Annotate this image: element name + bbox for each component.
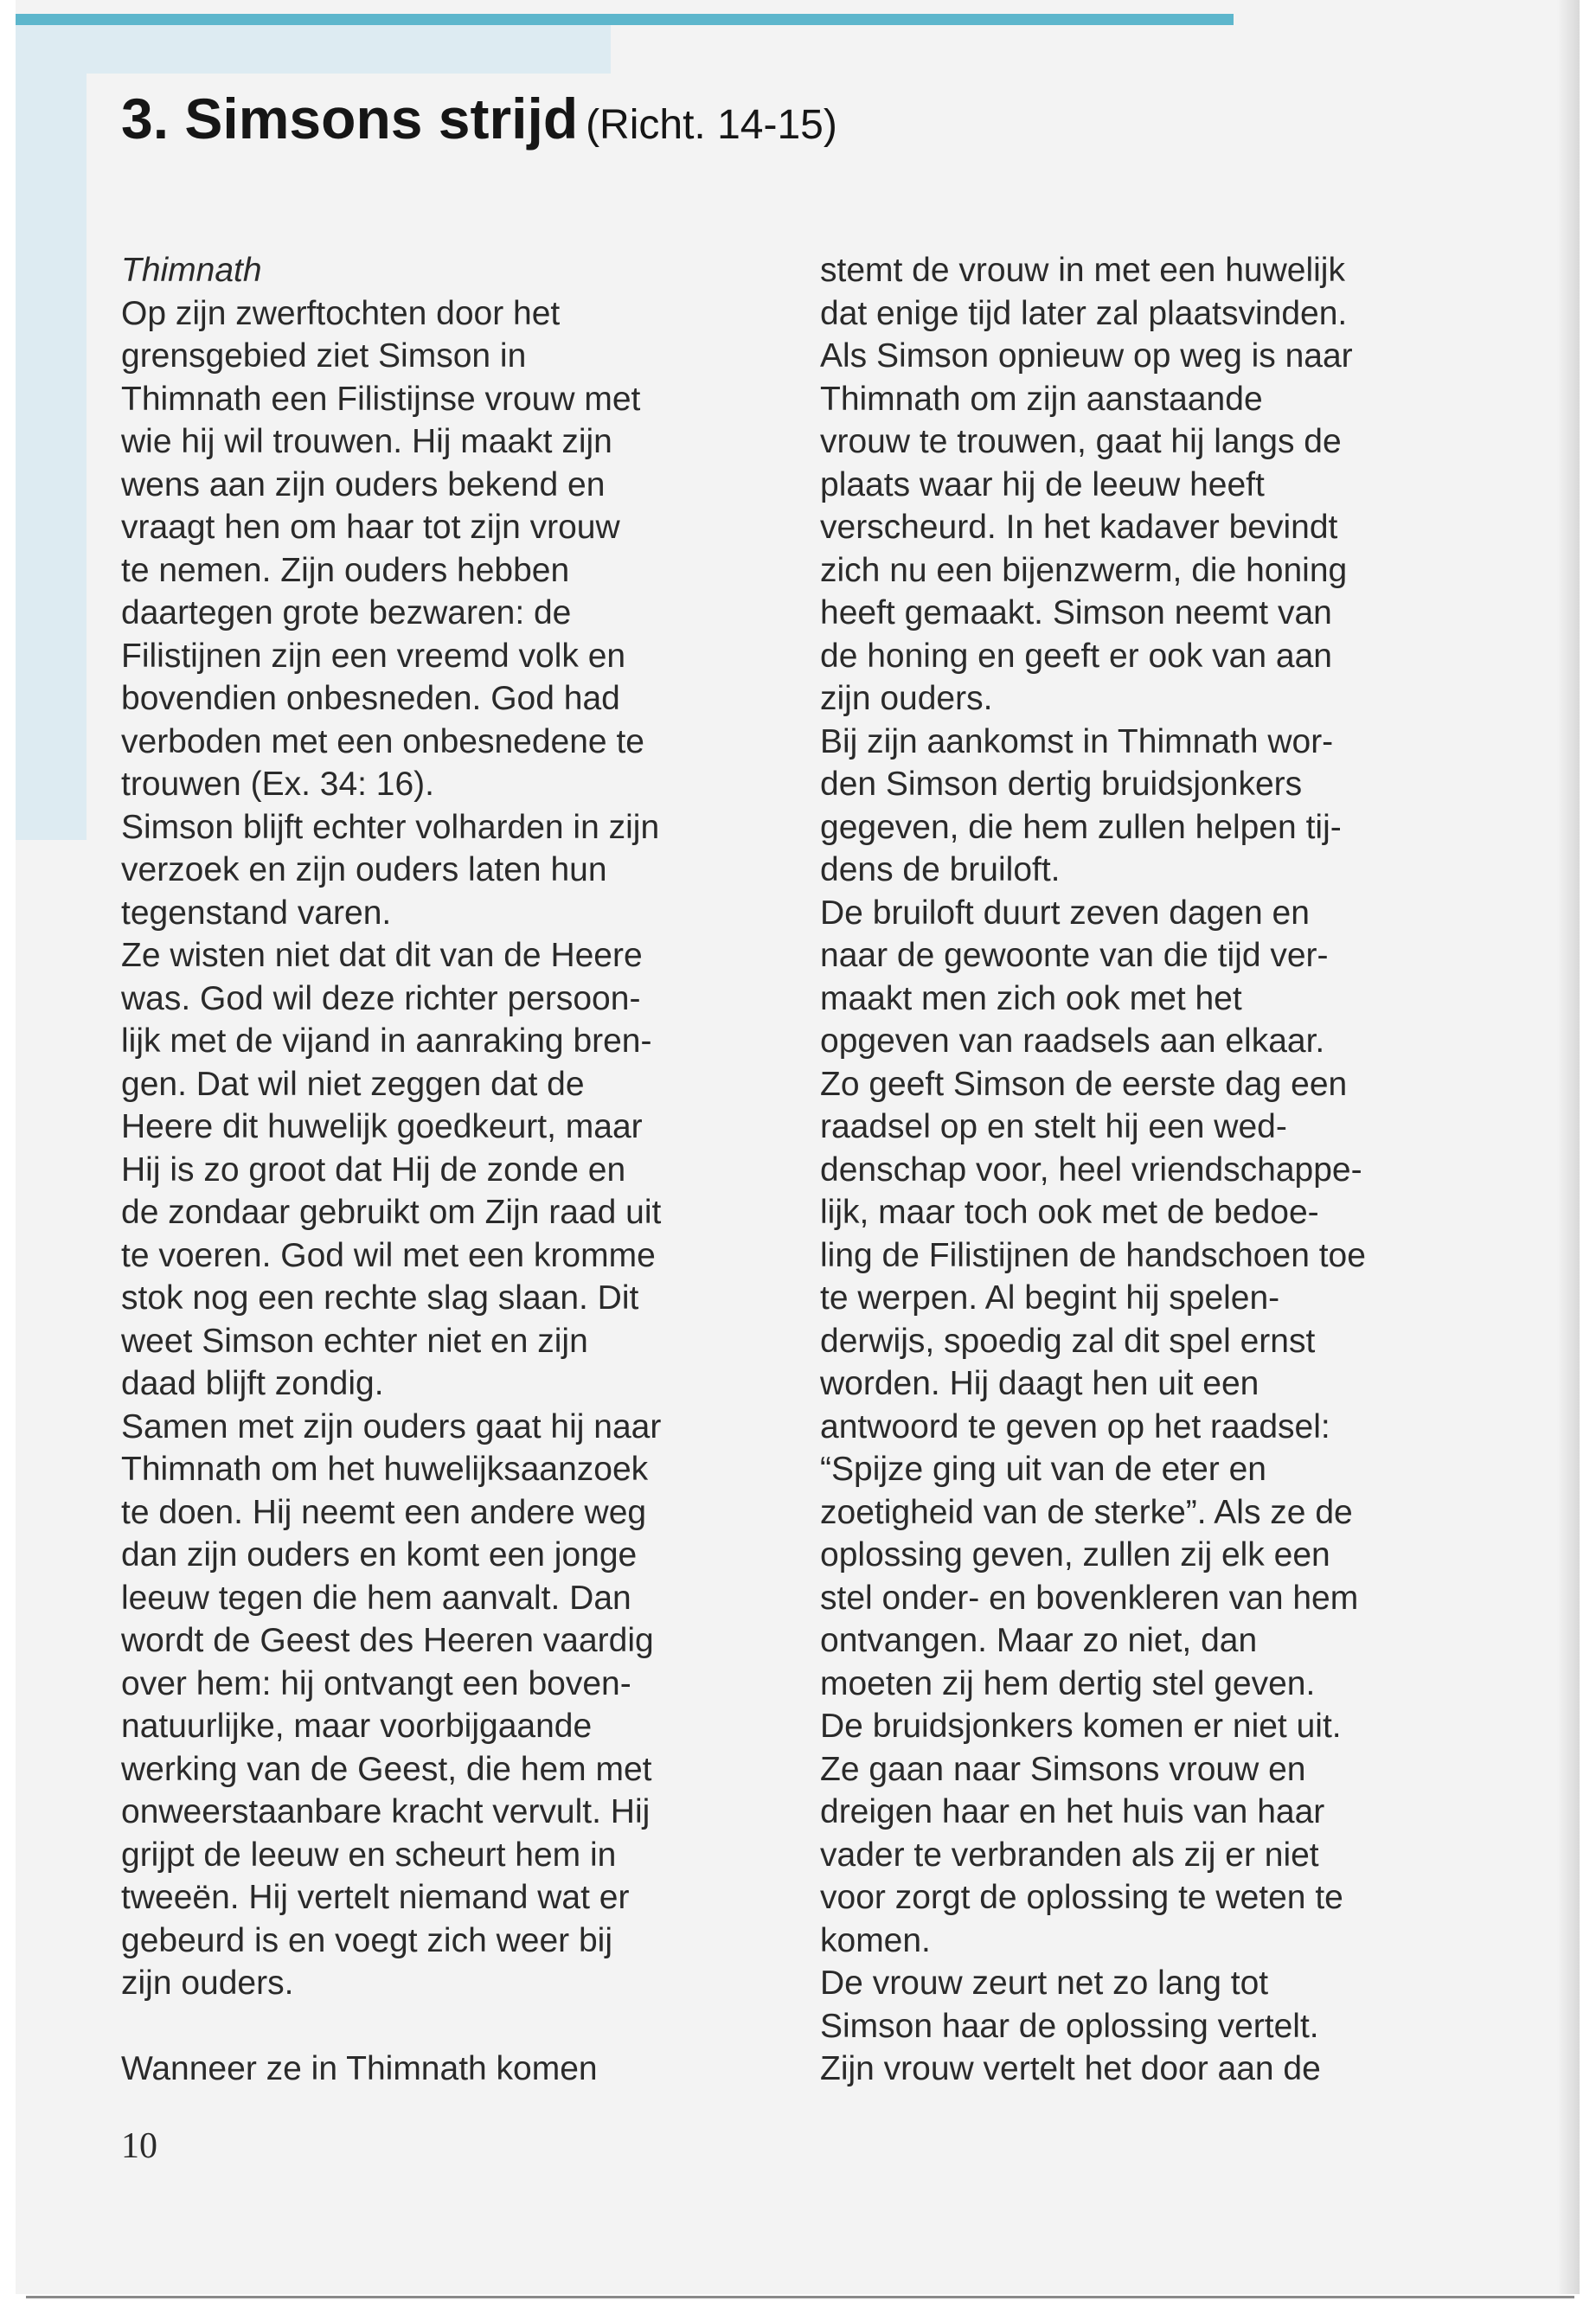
text-line: de zondaar gebruikt om Zijn raad uit — [121, 1194, 662, 1231]
text-line: stel onder- en bovenkleren van hem — [820, 1579, 1359, 1617]
top-accent-rule — [16, 14, 1234, 25]
page-title — [121, 87, 837, 151]
text-line: lijk, maar toch ook met de bedoe- — [820, 1194, 1319, 1231]
text-line: Samen met zijn ouders gaat hij naar — [121, 1407, 662, 1445]
text-line: Thimnath om het huwelijksaanzoek — [121, 1451, 649, 1488]
text-line: De bruidsjonkers komen er niet uit. — [820, 1708, 1342, 1745]
left-column-lines — [121, 292, 779, 2005]
text-line: Simson blijft echter volharden in zijn — [121, 808, 660, 846]
text-line: heeft gemaakt. Simson neemt van — [820, 594, 1332, 631]
text-line: maakt men zich ook met het — [820, 979, 1242, 1017]
text-line: grijpt de leeuw en scheurt hem in — [121, 1836, 617, 1874]
text-line: Zijn vrouw vertelt het door aan de — [820, 2050, 1321, 2087]
text-line: antwoord te geven op het raadsel: — [820, 1407, 1330, 1445]
text-line: lijk met de vijand in aanraking bren- — [121, 1022, 652, 1060]
text-line: tegenstand varen. — [121, 894, 392, 932]
right-column — [820, 249, 1477, 2091]
text-line: Ze gaan naar Simsons vrouw en — [820, 1750, 1306, 1788]
text-line: gebeurd is en voegt zich weer bij — [121, 1921, 612, 1959]
text-line: stok nog een rechte slag slaan. Dit — [121, 1279, 639, 1317]
text-line: wordt de Geest des Heeren vaardig — [121, 1622, 654, 1659]
text-line: vrouw te trouwen, gaat hij langs de — [820, 423, 1342, 460]
text-line: gegeven, die hem zullen helpen tij- — [820, 808, 1342, 846]
text-line: onweerstaanbare kracht vervult. Hij — [121, 1793, 651, 1830]
text-line: oplossing geven, zullen zij elk een — [820, 1536, 1330, 1574]
text-line: wens aan zijn ouders bekend en — [121, 465, 606, 503]
text-line: te voeren. God wil met een kromme — [121, 1236, 656, 1274]
text-line: Bij zijn aankomst in Thimnath wor- — [820, 722, 1334, 760]
page-edge-shadow — [1557, 0, 1580, 2294]
text-line: vraagt hen om haar tot zijn vrouw — [121, 509, 620, 546]
text-line: Simson haar de oplossing vertelt. — [820, 2007, 1319, 2045]
text-line: Thimnath om zijn aanstaande — [820, 380, 1263, 418]
text-line: Als Simson opnieuw op weg is naar — [820, 337, 1353, 375]
text-line: dan zijn ouders en komt een jonge — [121, 1536, 638, 1574]
text-line: verboden met een onbesnedene te — [121, 722, 644, 760]
text-line: Zo geeft Simson de eerste dag een — [820, 1065, 1348, 1103]
text-line: natuurlijke, maar voorbijgaande — [121, 1708, 593, 1745]
left-tint-strip — [16, 25, 87, 840]
bottom-rule — [26, 2296, 1574, 2298]
text-line: Filistijnen zijn een vreemd volk en — [121, 637, 626, 675]
title-main: 3. Simsons strijd — [121, 87, 579, 151]
text-line: komen. — [820, 1921, 931, 1959]
text-line: worden. Hij daagt hen uit een — [820, 1365, 1259, 1402]
text-line: plaats waar hij de leeuw heeft — [820, 465, 1265, 503]
text-line: te nemen. Zijn ouders hebben — [121, 551, 570, 589]
text-line: denschap voor, heel vriendschappe- — [820, 1150, 1362, 1189]
text-line: derwijs, spoedig zal dit spel ernst — [820, 1322, 1316, 1360]
text-line: raadsel op en stelt hij een wed- — [820, 1108, 1287, 1145]
text-line: dreigen haar en het huis van haar — [820, 1793, 1325, 1830]
text-line: zich nu een bijenzwerm, die honing — [820, 551, 1348, 589]
text-line: leeuw tegen die hem aanvalt. Dan — [121, 1579, 631, 1617]
text-line: opgeven van raadsels aan elkaar. — [820, 1022, 1325, 1060]
text-line: daartegen grote bezwaren: de — [121, 594, 572, 631]
text-line: gen. Dat wil niet zeggen dat de — [121, 1065, 585, 1103]
text-line: De bruiloft duurt zeven dagen en — [820, 894, 1310, 932]
left-column — [121, 249, 779, 2091]
text-line: voor zorgt de oplossing te weten te — [820, 1879, 1343, 1916]
text-line: Heere dit huwelijk goedkeurt, maar — [121, 1108, 643, 1145]
paragraph-gap — [121, 2005, 779, 2048]
text-line: zijn ouders. — [121, 1965, 294, 2002]
text-line: naar de gewoonte van die tijd ver- — [820, 937, 1329, 974]
text-line: daad blijft zondig. — [121, 1365, 384, 1402]
text-line: over hem: hij ontvangt een boven- — [121, 1664, 631, 1702]
text-line: trouwen (Ex. 34: 16). — [121, 766, 435, 803]
text-line: Ze wisten niet dat dit van de Heere — [121, 937, 643, 974]
text-line: wie hij wil trouwen. Hij maakt zijn — [121, 423, 612, 460]
text-line: dat enige tijd later zal plaatsvinden. — [820, 294, 1348, 332]
text-line: zijn ouders. — [820, 680, 993, 717]
text-line: zoetigheid van de sterke”. Als ze de — [820, 1493, 1353, 1531]
page-number: 10 — [121, 2126, 157, 2166]
text-line: tweeën. Hij vertelt niemand wat er — [121, 1879, 630, 1916]
text-line: weet Simson echter niet en zijn — [121, 1322, 588, 1360]
text-line: verzoek en zijn ouders laten hun — [121, 851, 607, 888]
text-line: bovendien onbesneden. God had — [121, 680, 620, 717]
text-line: grensgebied ziet Simson in — [121, 337, 527, 375]
title-tint-band — [16, 25, 611, 74]
text-line: den Simson dertig bruidsjonkers — [820, 766, 1303, 803]
section-heading: Thimnath — [121, 252, 262, 289]
text-line: verscheurd. In het kadaver bevindt — [820, 509, 1338, 546]
text-line: dens de bruiloft. — [820, 851, 1061, 888]
text-line: “Spijze ging uit van de eter en — [820, 1451, 1266, 1488]
text-line: ling de Filistijnen de handschoen toe — [820, 1236, 1366, 1274]
text-line: te werpen. Al begint hij spelen- — [820, 1279, 1280, 1317]
text-line: vader te verbranden als zij er niet — [820, 1836, 1319, 1874]
text-line: was. God wil deze richter persoon- — [121, 979, 641, 1017]
text-line: Op zijn zwerftochten door het — [121, 294, 561, 332]
text-line: werking van de Geest, die hem met — [121, 1750, 652, 1788]
text-line: Hij is zo groot dat Hij de zonde en — [121, 1150, 626, 1189]
text-line: De vrouw zeurt net zo lang tot — [820, 1965, 1269, 2002]
text-line: moeten zij hem dertig stel geven. — [820, 1664, 1316, 1702]
text-line: Thimnath een Filistijnse vrouw met — [121, 380, 641, 418]
title-reference: (Richt. 14-15) — [586, 102, 837, 148]
text-line: stemt de vrouw in met een huwelijk — [820, 252, 1345, 289]
text-line: de honing en geeft er ook van aan — [820, 637, 1332, 675]
text-line: te doen. Hij neemt een andere weg — [121, 1493, 647, 1531]
right-column-lines — [820, 249, 1477, 2091]
left-column-last-line: Wanneer ze in Thimnath komen — [121, 2050, 598, 2087]
text-line: ontvangen. Maar zo niet, dan — [820, 1622, 1258, 1659]
